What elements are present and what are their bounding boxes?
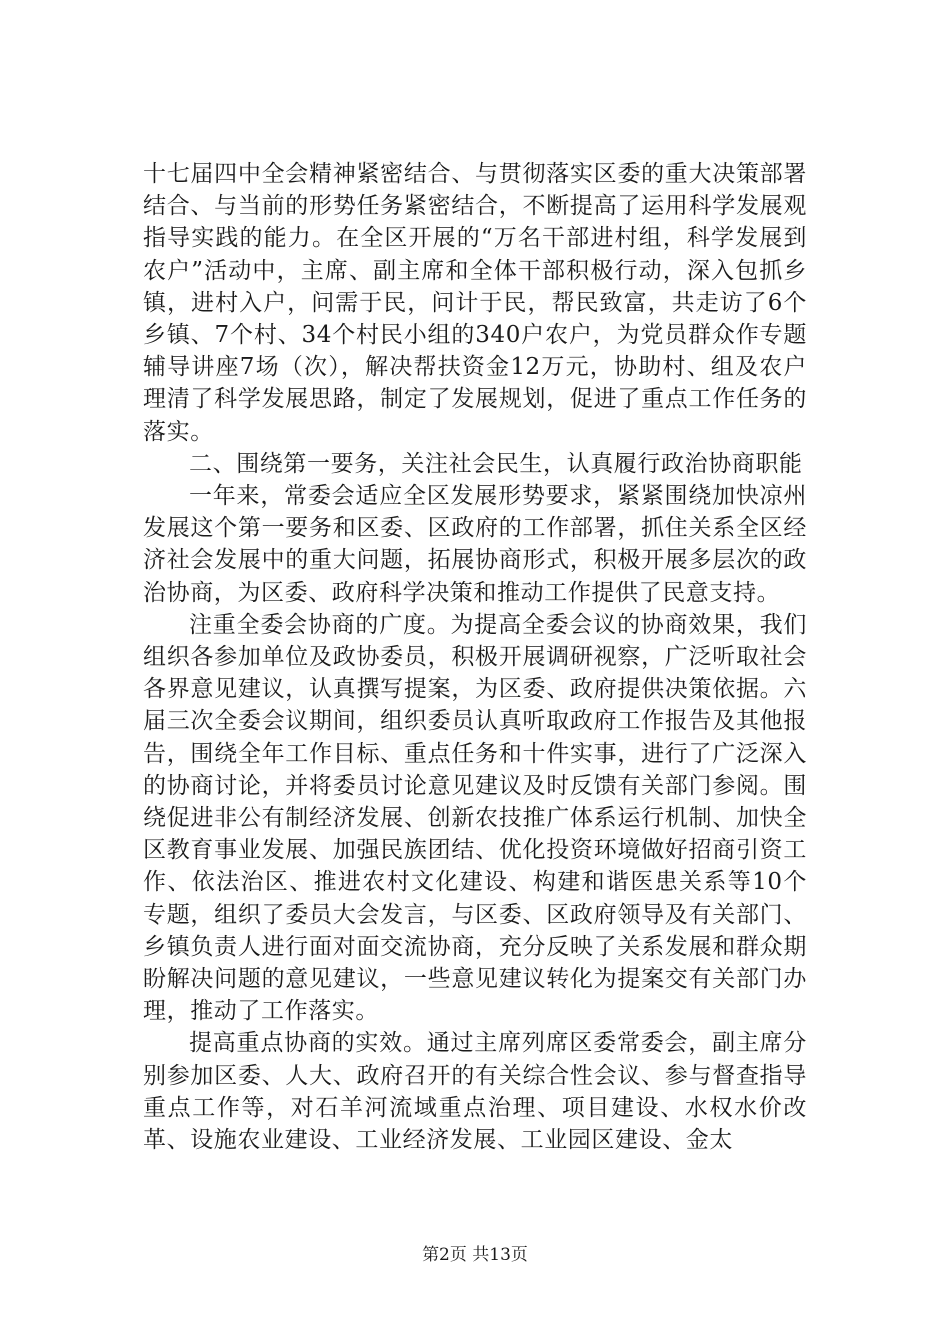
body-paragraph: 注重全委会协商的广度。为提高全委会议的协商效果，我们组织各参加单位及政协委员，积极开展调研视察，广泛听取社会各界意见建议，认真撰写提案，为区委、政府提供决策依据。六届三次全委会议期间，组织委员认真听取政府工作报告及其他报告，围绕全年工作目标、重点任务和十件实事，进行了广泛深入的协商讨论，并将委员讨论意见建议及时反馈有关部门参阅。围绕促进非公有制经济发展、创新农技推广体系运行机制、加快全区教育事业发展、加强民族团结、优化投资环境做好招商引资工作、依法治区、推进农村文化建设、构建和谐医患关系等10个专题，组织了委员大会发言，与区委、区政府领导及有关部门、乡镇负责人进行面对面交流协商，充分反映了关系发展和群众期盼解决问题的意见建议，一些意见建议转化为提案交有关部门办理，推动了工作落实。 <box>143 611 807 1025</box>
body-paragraph: 提高重点协商的实效。通过主席列席区委常委会，副主席分别参加区委、人大、政府召开的有关综合性会议、参与督查指导重点工作等，对石羊河流域重点治理、项目建设、水权水价改革、设施农业建设、工业经济发展、工业园区建设、金太 <box>143 1030 807 1154</box>
document-body <box>143 158 807 1156</box>
body-paragraph: 一年来，常委会适应全区发展形势要求，紧紧围绕加快凉州发展这个第一要务和区委、区政府的工作部署，抓住关系全区经济社会发展中的重大问题，拓展协商形式，积极开展多层次的政治协商，为区委、政府科学决策和推动工作提供了民意支持。 <box>143 483 807 606</box>
page-number-footer: 第2页 共13页 <box>422 1245 528 1265</box>
body-paragraph-continuation: 十七届四中全会精神紧密结合、与贯彻落实区委的重大决策部署结合、与当前的形势任务紧密结合，不断提高了运用科学发展观指导实践的能力。在全区开展的“万名干部进村组，科学发展到农户”活动中，主席、副主席和全体干部积极行动，深入包抓乡镇，进村入户，问需于民，问计于民，帮民致富，共走访了6个乡镇、7个村、34个村民小组的340户农户，为党员群众作专题辅导讲座7场（次），解决帮扶资金12万元，协助村、组及农户理清了科学发展思路，制定了发展规划，促进了重点工作任务的落实。 <box>143 161 807 445</box>
section-heading: 二、围绕第一要务，关注社会民生，认真履行政治协商职能 <box>189 450 803 477</box>
